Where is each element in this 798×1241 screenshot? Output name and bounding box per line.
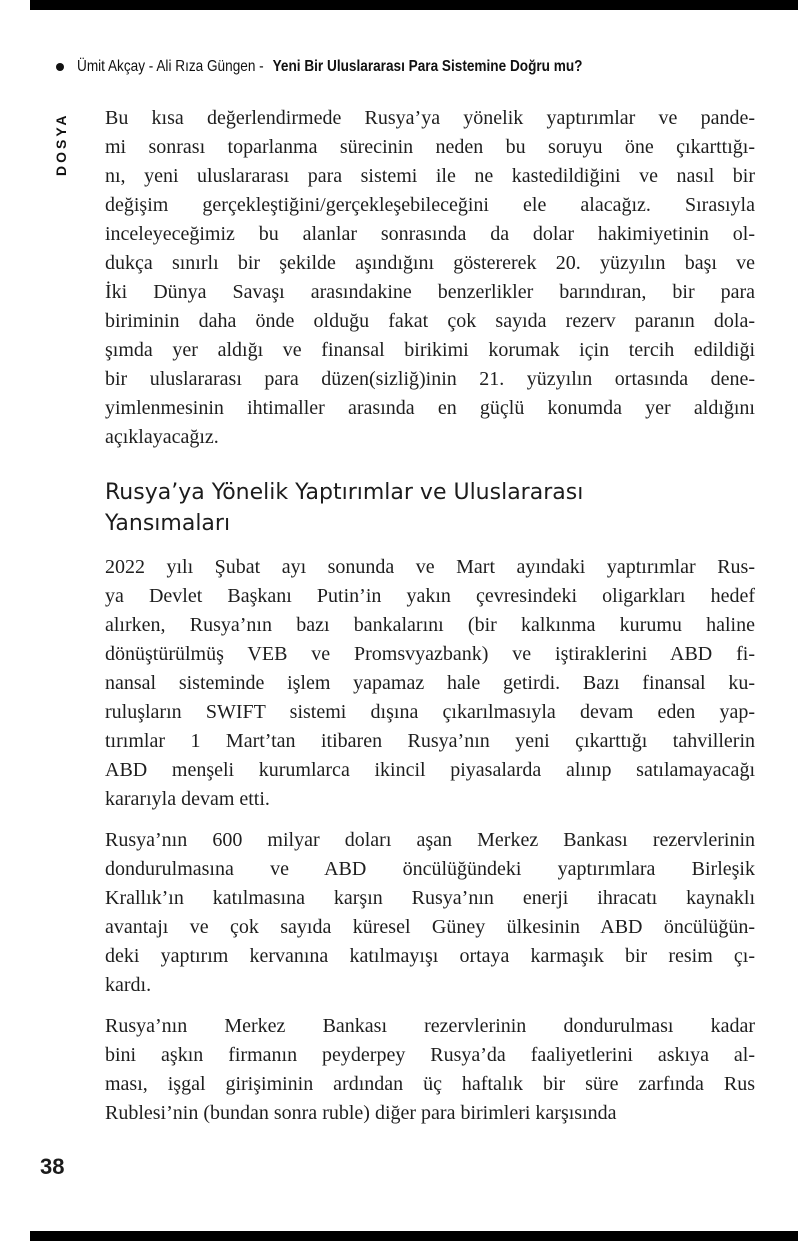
bottom-rule [30, 1231, 798, 1241]
text-line: açıklayacağız. [105, 426, 219, 448]
text-line: kararıyla devam etti. [105, 788, 270, 810]
text-line: İki Dünya Savaşı arasındakine benzerlikler barındıran, bir para [105, 281, 755, 303]
text-line: ya Devlet Başkanı Putin’in yakın çevresindeki oligarkları hedef [105, 585, 755, 607]
text-line: ruluşların SWIFT sistemi dışına çıkarılmasıyla devam eden yap- [105, 701, 755, 723]
text-line: biriminin daha önde olduğu fakat çok sayıda rezerv paranın dola- [105, 310, 755, 332]
text-line: bini aşkın firmanın peyderpey Rusya’da faaliyetlerini askıya al- [105, 1044, 755, 1066]
text-line: dondurulmasına ve ABD öncülüğündeki yaptırımlara Birleşik [105, 858, 755, 880]
text-line: Rublesi’nin (bundan sonra ruble) diğer para birimleri karşısında [105, 1102, 617, 1124]
bullet-icon [56, 63, 64, 71]
text-line: 2022 yılı Şubat ayı sonunda ve Mart ayındaki yaptırımlar Rus- [105, 556, 755, 578]
text-line: Rusya’nın Merkez Bankası rezervlerinin dondurulması kadar [105, 1015, 755, 1037]
text-line: yimlenmesinin ihtimaller arasında en güçlü konumda yer aldığını [105, 397, 755, 419]
section-label-dosya: DOSYA [53, 112, 69, 176]
text-line: avantajı ve çok sayıda küresel Güney ülkesinin ABD öncülüğün- [105, 916, 755, 938]
text-line: bir uluslararası para düzen(sizliğ)inin 21. yüzyılın ortasında dene- [105, 368, 755, 390]
text-line: dukça sınırlı bir şekilde aşındığını göstererek 20. yüzyılın başı ve [105, 252, 755, 274]
text-line: alırken, Rusya’nın bazı bankalarını (bir kalkınma kurumu haline [105, 614, 755, 636]
header-authors: Ümit Akçay - Ali Rıza Güngen - [77, 58, 264, 75]
text-line: inceleyeceğimiz bu alanlar sonrasında da dolar hakimiyetinin ol- [105, 223, 755, 245]
text-line: Yansımaları [105, 511, 231, 536]
page-number: 38 [40, 1154, 65, 1179]
text-line: nansal sisteminde işlem yapamaz hale getirdi. Bazı finansal ku- [105, 672, 755, 694]
text-line: dönüştürülmüş VEB ve Promsvyazbank) ve iştiraklerini ABD fi- [105, 643, 755, 665]
text-line: nı, yeni uluslararası para sistemi ile ne kastedildiğini ve nasıl bir [105, 165, 755, 187]
text-line: mi sonrası toparlanma sürecinin neden bu soruyu öne çıkarttığı- [105, 136, 755, 158]
top-rule [30, 0, 798, 10]
header-article-title: Yeni Bir Uluslararası Para Sistemine Doğru mu? [272, 58, 583, 75]
section-heading [105, 477, 755, 539]
text-line: Rusya’nın 600 milyar doları aşan Merkez Bankası rezervlerinin [105, 829, 755, 851]
text-line: deki yaptırım kervanına katılmayışı ortaya karmaşık bir resim çı- [105, 945, 755, 967]
text-line: Krallık’ın katılmasına karşın Rusya’nın enerji ihracatı kaynaklı [105, 887, 755, 909]
paragraph-ruble [105, 1012, 755, 1128]
text-line: kardı. [105, 974, 152, 996]
text-line: değişim gerçekleştiğini/gerçekleşebileceğini ele alacağız. Sırasıyla [105, 194, 755, 216]
article-body [105, 104, 755, 1140]
text-line: ABD menşeli kurumlarca ikincil piyasalarda alınıp satılamayacağı [105, 759, 755, 781]
text-line: tırımlar 1 Mart’tan itibaren Rusya’nın yeni çıkarttığı tahvillerin [105, 730, 755, 752]
paragraph-sanctions [105, 553, 755, 814]
text-line: şımda yer aldığı ve finansal birikimi korumak için tercih edildiği [105, 339, 755, 361]
text-line: ması, işgal girişiminin ardından üç haftalık bir süre zarfında Rus [105, 1073, 755, 1095]
running-head [56, 58, 672, 76]
text-line: Bu kısa değerlendirmede Rusya’ya yönelik yaptırımlar ve pande- [105, 107, 755, 129]
running-head-text [77, 58, 582, 76]
paragraph-reserves [105, 826, 755, 1000]
text-line: Rusya’ya Yönelik Yaptırımlar ve Uluslararası [105, 480, 584, 505]
paragraph-intro [105, 104, 755, 452]
